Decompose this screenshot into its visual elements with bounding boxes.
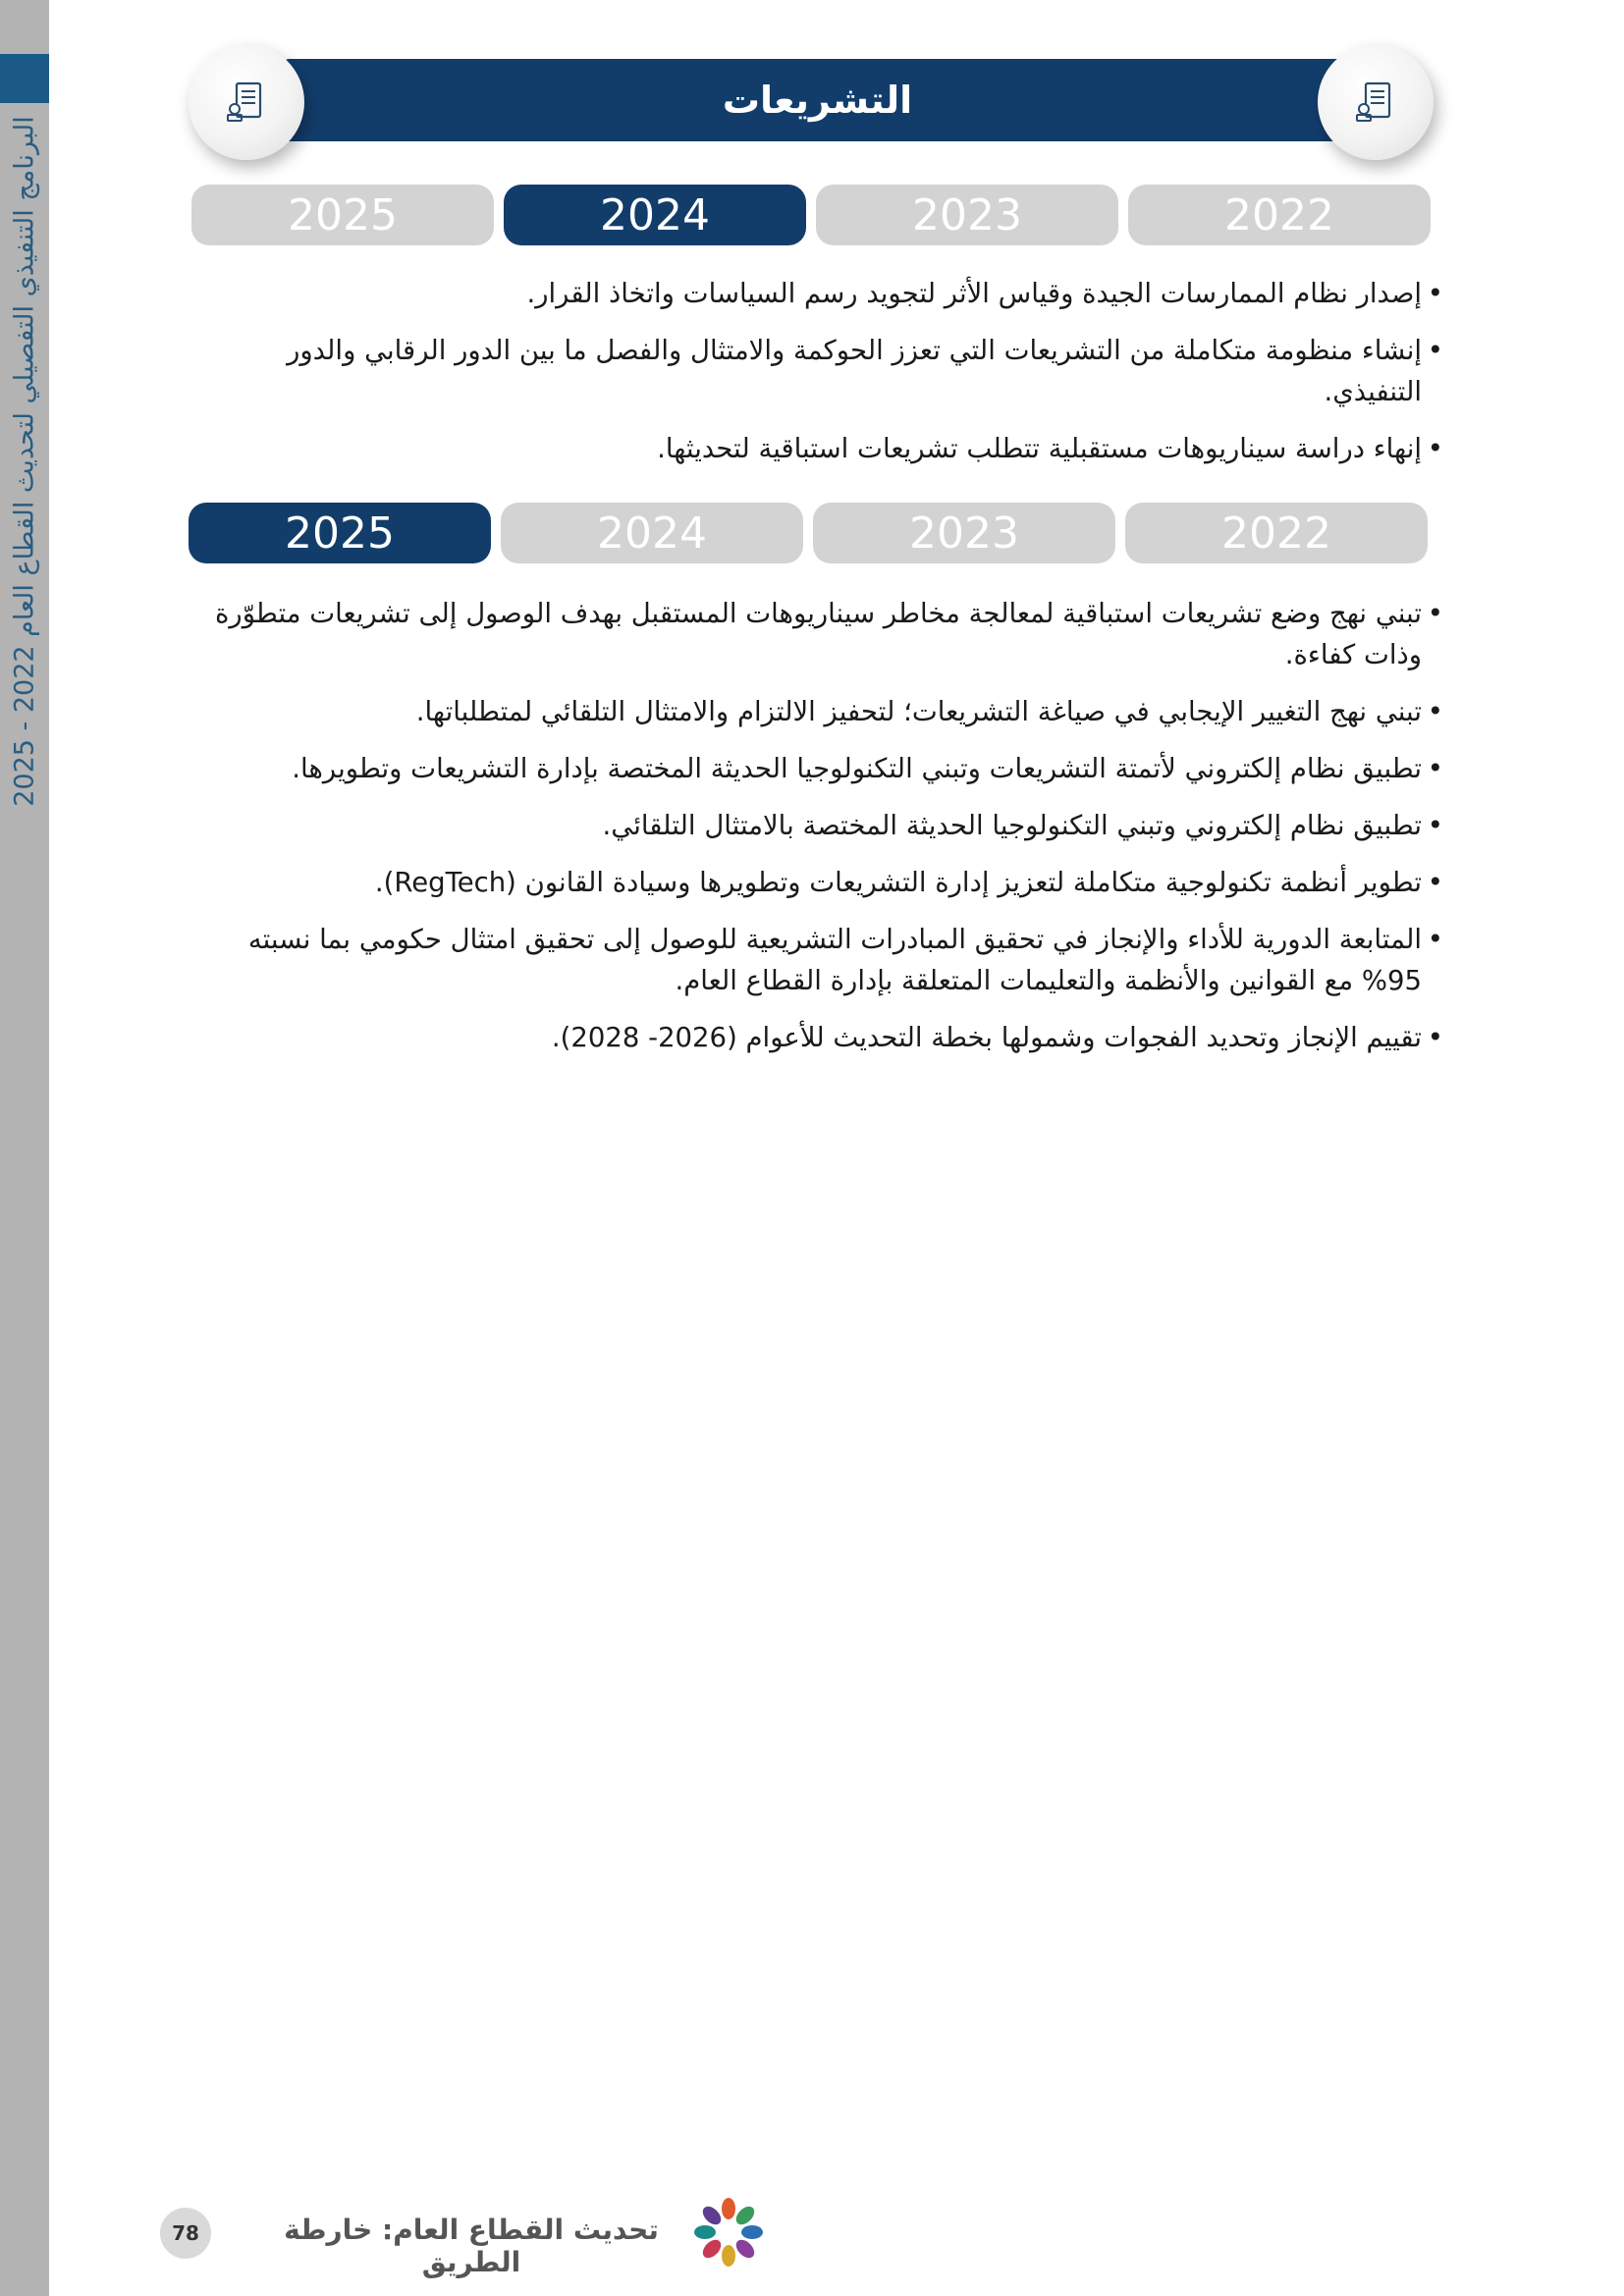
year-pill-2022: 2022 bbox=[1125, 503, 1428, 563]
list-item: • تقييم الإنجاز وتحديد الفجوات وشمولها بخطة التحديث للأعوام (2026- 2028). bbox=[187, 1017, 1443, 1058]
year-tabs-2024 bbox=[191, 185, 1431, 245]
emblem-right bbox=[1318, 44, 1434, 160]
year-pill-2022: 2022 bbox=[1128, 185, 1431, 245]
list-item: • تطبيق نظام إلكتروني لأتمتة التشريعات وتبني التكنولوجيا الحديثة المختصة بإدارة التشريعات وتطويرها. bbox=[187, 748, 1443, 789]
year-pill-2023: 2023 bbox=[816, 185, 1118, 245]
year-pill-2023: 2023 bbox=[813, 503, 1115, 563]
page-number: 78 bbox=[160, 2208, 211, 2259]
side-label: البرنامج التنفيذي التفصيلي لتحديث القطاع العام 2022 - 2025 bbox=[9, 116, 40, 807]
year-pill-2024: 2024 bbox=[501, 503, 803, 563]
year-pill-2024-active: 2024 bbox=[504, 185, 806, 245]
list-item: • المتابعة الدورية للأداء والإنجاز في تحقيق المبادرات التشريعية للوصول إلى تحقيق امتثال حكومي بما نسبته 95% مع القوانين والأنظمة والتعليمات المتعلقة بإدارة القطاع العام. bbox=[187, 919, 1443, 1001]
footer-title: تحديث القطاع العام: خارطة الطريق bbox=[284, 2214, 659, 2278]
list-item: • تطبيق نظام إلكتروني وتبني التكنولوجيا الحديثة المختصة بالامتثال التلقائي. bbox=[187, 805, 1443, 846]
list-2024 bbox=[187, 273, 1443, 485]
list-item: • تبني نهج التغيير الإيجابي في صياغة التشريعات؛ لتحفيز الالتزام والامتثال التلقائي لمتطلباتها. bbox=[187, 691, 1443, 732]
list-item: • إصدار نظام الممارسات الجيدة وقياس الأثر لتجويد رسم السياسات واتخاذ القرار. bbox=[187, 273, 1443, 314]
side-tab-marker bbox=[0, 54, 49, 103]
list-2025 bbox=[187, 593, 1443, 1074]
section-banner bbox=[285, 59, 1350, 141]
year-pill-2025-active: 2025 bbox=[189, 503, 491, 563]
list-item: • تبني نهج وضع تشريعات استباقية لمعالجة مخاطر سيناريوهات المستقبل بهدف الوصول إلى تشريعات متطوّرة وذات كفاءة. bbox=[187, 593, 1443, 675]
legislation-document-icon bbox=[225, 80, 268, 125]
emblem-left bbox=[189, 44, 304, 160]
year-pill-2025: 2025 bbox=[191, 185, 494, 245]
list-item: • تطوير أنظمة تكنولوجية متكاملة لتعزيز إدارة التشريعات وتطويرها وسيادة القانون (RegTech). bbox=[187, 862, 1443, 903]
list-item: • إنشاء منظومة متكاملة من التشريعات التي تعزز الحوكمة والامتثال والفصل ما بين الدور الرقابي والدور التنفيذي. bbox=[187, 330, 1443, 412]
list-item: • إنهاء دراسة سيناريوهات مستقبلية تتطلب تشريعات استباقية لتحديثها. bbox=[187, 428, 1443, 469]
legislation-document-icon bbox=[1354, 80, 1397, 125]
page-title: التشريعات bbox=[722, 79, 913, 122]
public-sector-modernization-logo-icon bbox=[687, 2191, 770, 2273]
year-tabs-2025 bbox=[189, 503, 1428, 563]
